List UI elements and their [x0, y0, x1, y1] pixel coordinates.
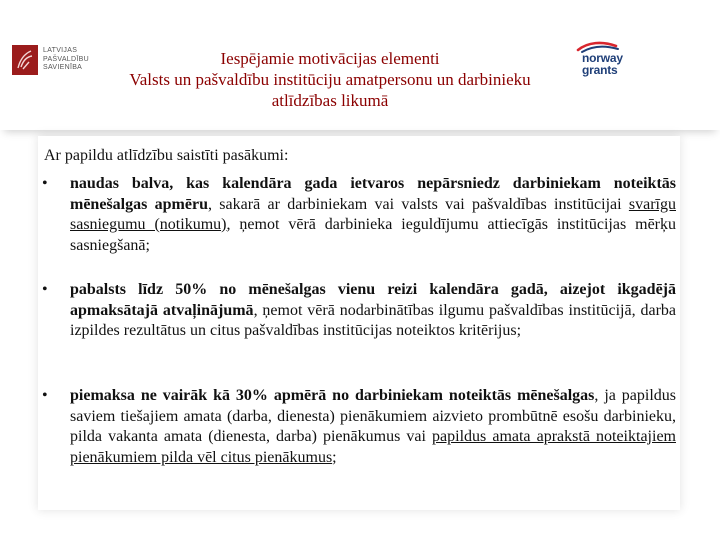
content-panel	[38, 136, 680, 510]
lps-logo-text	[43, 47, 89, 73]
list-item	[38, 280, 676, 342]
item-underlined-text: papildus amata aprakstā noteiktajiem pienākumiem pilda vēl citus pienākumus	[70, 428, 676, 466]
lps-logo-line2: PAŠVALDĪBU	[43, 55, 89, 63]
item-text-part: , ja papildus saviem tiešajiem amata (darba, dienesta) pienākumiem aizvieto prombūtnē esošu darbinieku, pilda vakanta amata (dienesta, darba) pienākumus vai	[70, 387, 677, 445]
bullet: •	[42, 281, 48, 298]
item-text-part: , sakarā ar darbiniekam vai valsts vai pašvaldības institūcijai	[207, 195, 629, 213]
item-bold-text: pabalsts līdz 50% no mēnešalgas vienu reizi kalendāra gadā, aizejot ikgadējā apmaksātajā atvaļinājumā	[70, 281, 676, 319]
lps-emblem-icon	[12, 45, 38, 75]
item-bold-text: piemaksa ne vairāk kā 30% apmērā no darbiniekam noteiktās mēnešalgas	[70, 387, 595, 404]
item-text-part: , ņemot vērā darbinieka ieguldījumu attiecīgās institūcijas mērķu sasniegšanā;	[70, 216, 676, 254]
lps-logo-line1: LATVIJAS	[43, 47, 78, 55]
title-line2: Valsts un pašvaldību institūciju amatpersonu un darbinieku	[129, 70, 531, 89]
item-underlined-text: svarīgu sasniegumu (notikumu)	[70, 195, 676, 233]
norway-logo-line1: norway	[582, 51, 623, 65]
item-bold-text: naudas balva, kas kalendāra gada ietvaros nepārsniedz darbiniekam noteiktās mēnešalgas apmēru	[70, 175, 676, 213]
lps-logo-line3: SAVIENĪBA	[43, 64, 83, 72]
norway-grants-logo	[572, 40, 636, 80]
list-item-text	[70, 174, 676, 256]
slide-title	[90, 48, 570, 111]
bullet: •	[42, 387, 48, 404]
title-line1: Iespējamie motivācijas elementi	[220, 49, 440, 68]
bullet: •	[42, 175, 48, 192]
item-text-part: , ņemot vērā nodarbinātības ilgumu pašvaldības institūcijā, darba izpildes rezultātus un citus pašvaldības institūcijas noteiktos kritērijus;	[70, 301, 676, 339]
list-item	[38, 386, 676, 468]
list-item-text	[70, 280, 676, 342]
norway-logo-line2: grants	[582, 63, 618, 77]
item-text-part: ;	[332, 448, 337, 466]
slide-header	[0, 0, 720, 130]
lps-logo	[12, 44, 92, 76]
list-item-text	[70, 386, 676, 468]
title-line3: atlīdzības likumā	[271, 91, 389, 110]
intro-text: Ar papildu atlīdzību saistīti pasākumi:	[44, 147, 289, 164]
list-item	[38, 174, 676, 256]
